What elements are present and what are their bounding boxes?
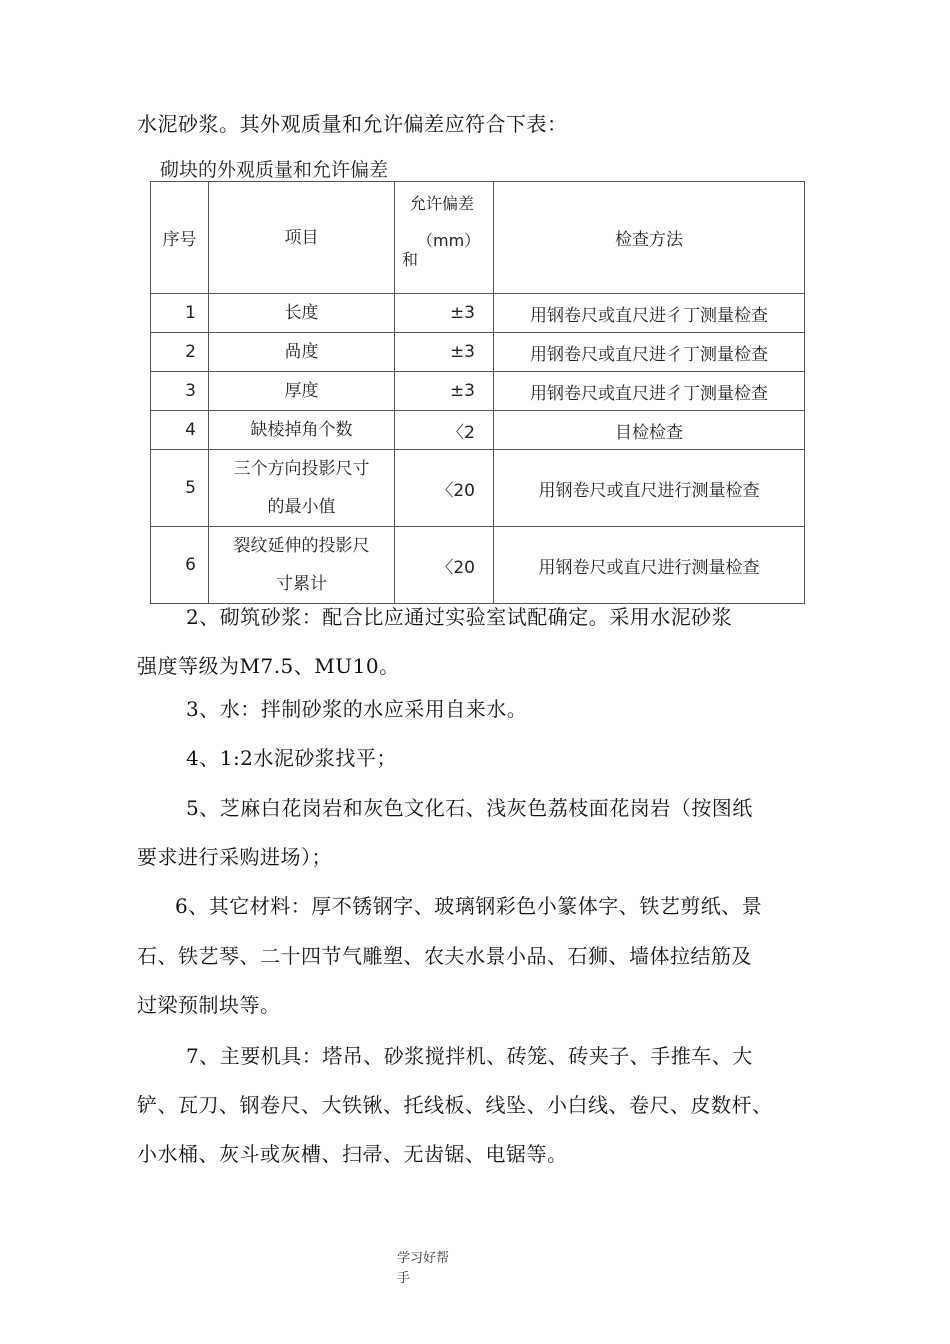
table-row (151, 411, 805, 450)
row-no: 6 (151, 527, 209, 604)
table-row (151, 294, 805, 333)
paragraph-4: 4、1:2水泥砂浆找平； (186, 746, 397, 770)
footer-line-2: 手 (397, 1271, 411, 1286)
row-tolerance: ±3 (395, 372, 494, 411)
paragraph-6-line-2: 石、铁艺琴、二十四节气雕塑、农夫水景小品、石狮、墙体拉结筋及 (137, 944, 752, 968)
row-no: 4 (151, 411, 209, 450)
row-method: 用钢卷尺或直尺进彳丁测量检查 (494, 333, 805, 372)
row-no: 3 (151, 372, 209, 411)
row-no: 5 (151, 450, 209, 527)
row-method: 用钢卷尺或直尺进彳丁测量检查 (494, 372, 805, 411)
header-no: 序号 (151, 182, 209, 294)
row-no: 2 (151, 333, 209, 372)
row-item: 长度 (209, 294, 395, 333)
row-item-line2: 的最小值 (267, 497, 336, 517)
table-row (151, 527, 805, 604)
row-item: 咼度 (209, 333, 395, 372)
paragraph-6-line-1: 6、其它材料：厚不锈钢字、玻璃钢彩色小篆体字、铁艺剪纸、景 (175, 894, 763, 918)
header-tol-line1: 允许偏差 (410, 193, 475, 213)
row-item (209, 450, 395, 527)
header-item: 项目 (209, 182, 395, 294)
table-row (151, 372, 805, 411)
row-item-line2: 寸累计 (276, 574, 327, 594)
paragraph-5-line-1: 5、芝麻白花岗岩和灰色文化石、浅灰色荔枝面花岗岩（按图纸 (186, 796, 753, 820)
page-footer (397, 1249, 457, 1289)
row-item: 缺棱掉角个数 (209, 411, 395, 450)
header-tolerance (395, 182, 494, 294)
row-method: 用钢卷尺或直尺进行测量检查 (494, 450, 805, 527)
row-method: 用钢卷尺或直尺进彳丁测量检查 (494, 294, 805, 333)
row-tolerance: 〈20 (395, 450, 494, 527)
header-tol-line3: 和 (402, 249, 419, 269)
table-caption: 砌块的外观质量和允许偏差 (160, 159, 389, 181)
row-item: 厚度 (209, 372, 395, 411)
row-method: 用钢卷尺或直尺进行测量检查 (494, 527, 805, 604)
paragraph-2-line-1: 2、砌筑砂浆：配合比应通过实验室试配确定。采用水泥砂浆 (186, 605, 733, 629)
paragraph-7-line-1: 7、主要机具：塔吊、砂浆搅拌机、砖笼、砖夹子、手推车、大 (186, 1044, 753, 1068)
row-tolerance: 〈2 (395, 411, 494, 450)
table-header-row (151, 182, 805, 294)
row-tolerance: ±3 (395, 294, 494, 333)
spec-table (150, 181, 805, 604)
paragraph-7-line-3: 小水桶、灰斗或灰槽、扫帚、无齿锯、电锯等。 (137, 1142, 568, 1166)
row-no: 1 (151, 294, 209, 333)
intro-line: 水泥砂浆。其外观质量和允许偏差应符合下表： (137, 112, 568, 136)
row-item (209, 527, 395, 604)
row-item-line1: 三个方向投影尺寸 (233, 459, 370, 479)
paragraph-3: 3、水：拌制砂浆的水应采用自来水。 (186, 697, 528, 721)
row-tolerance: ±3 (395, 333, 494, 372)
row-tolerance: 〈20 (395, 527, 494, 604)
header-tol-line2: （mm） (417, 230, 481, 250)
table-row (151, 450, 805, 527)
table-row (151, 333, 805, 372)
footer-line-1: 学习好帮 (397, 1251, 450, 1266)
paragraph-5-line-2: 要求进行采购进场）； (137, 845, 332, 869)
header-method: 检查方法 (494, 182, 805, 294)
paragraph-6-line-3: 过梁预制块等。 (137, 993, 281, 1017)
row-method: 目检检查 (494, 411, 805, 450)
paragraph-7-line-2: 铲、瓦刀、钢卷尺、大铁锹、托线板、线坠、小白线、卷尺、皮数杆、 (137, 1093, 773, 1117)
row-item-line1: 裂纹延伸的投影尺 (233, 536, 370, 556)
paragraph-2-line-2: 强度等级为M7.5、MU10。 (137, 654, 400, 678)
